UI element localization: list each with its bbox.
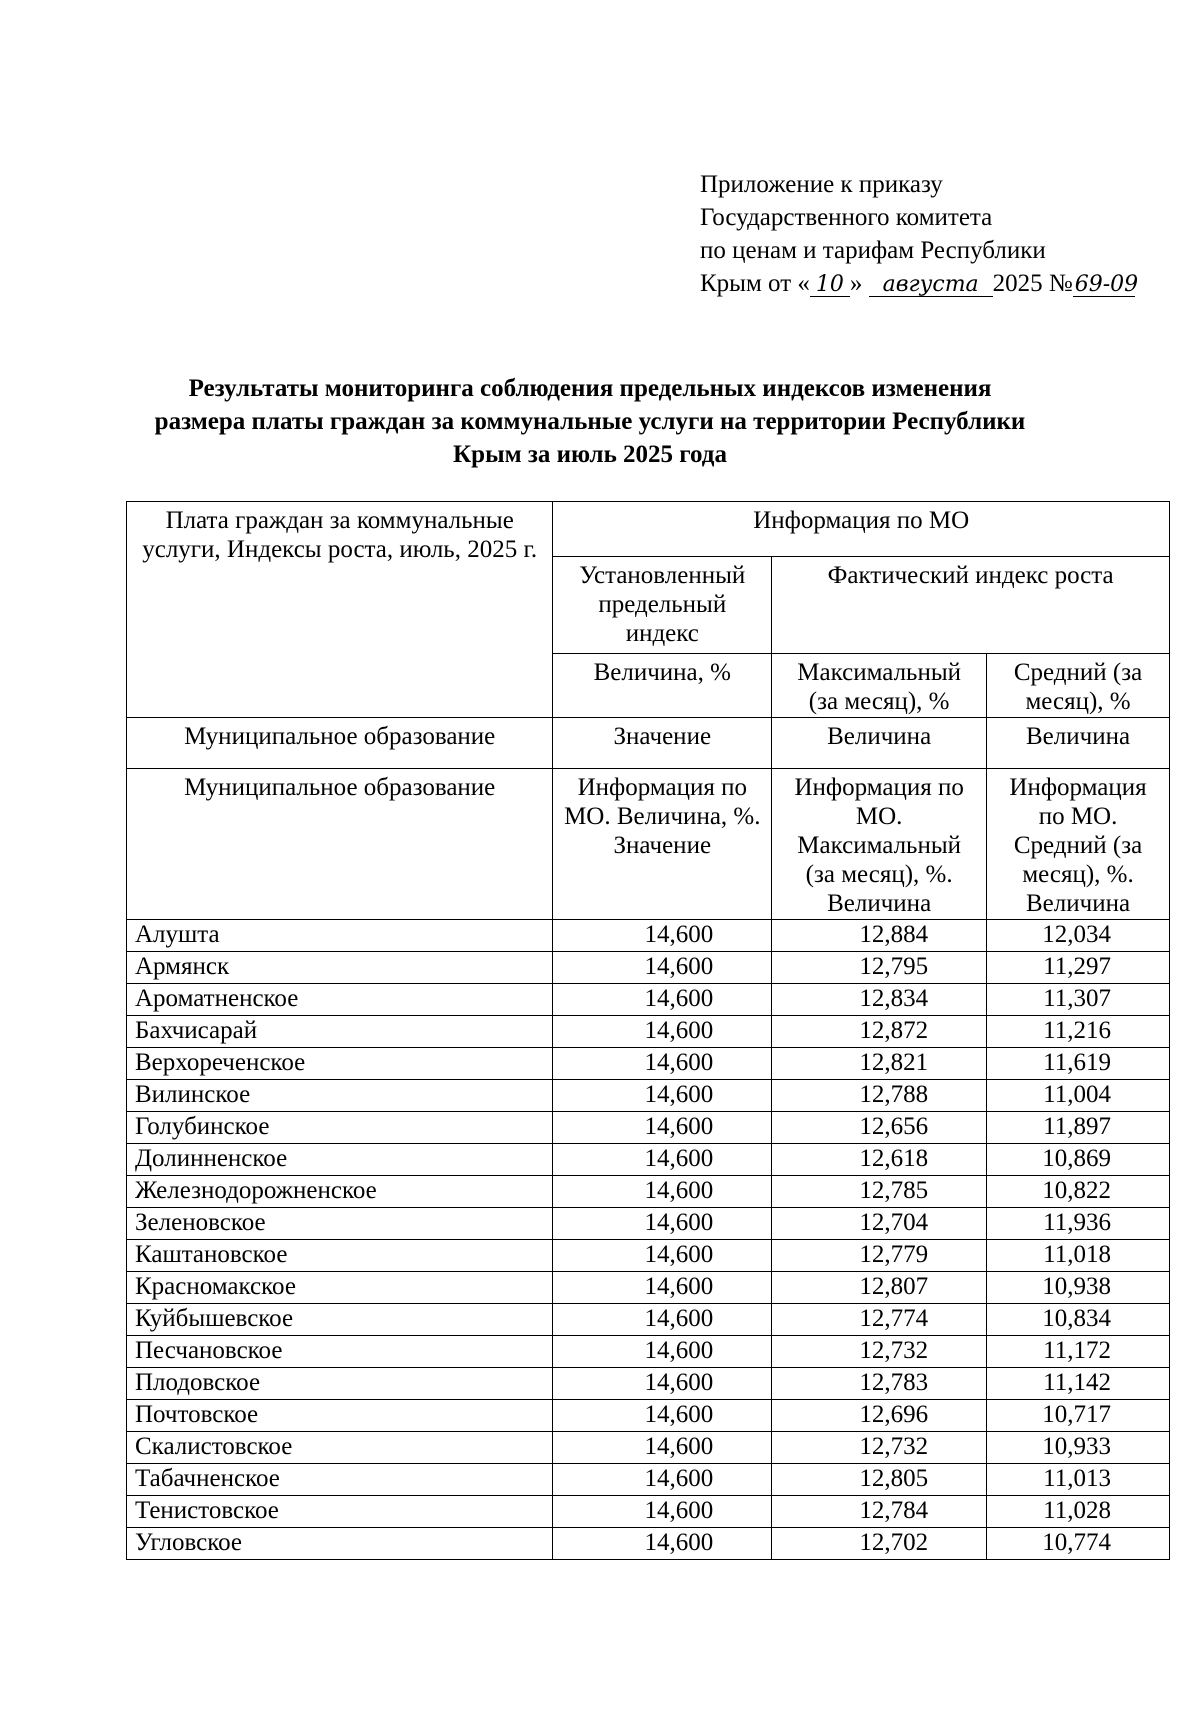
table-row (127, 952, 1170, 984)
max-cell: 12,795 (772, 952, 987, 984)
mo-name-cell: Бахчисарай (127, 1016, 553, 1048)
avg-cell: 12,034 (987, 920, 1170, 952)
limit-cell: 14,600 (553, 920, 772, 952)
limit-cell: 14,600 (553, 1144, 772, 1176)
mo-name-cell: Вилинское (127, 1080, 553, 1112)
title-line-3: Крым за июль 2025 года (453, 441, 727, 468)
mo-name-cell: Верхореченское (127, 1048, 553, 1080)
limit-cell: 14,600 (553, 1272, 772, 1304)
max-cell: 12,732 (772, 1336, 987, 1368)
max-cell: 12,788 (772, 1080, 987, 1112)
corner-header: Плата граждан за коммунальные услуги, Индексы роста, июль, 2025 г. (127, 502, 553, 718)
avg-cell: 11,018 (987, 1240, 1170, 1272)
max-cell: 12,783 (772, 1368, 987, 1400)
table-row (127, 1336, 1170, 1368)
mo-name-cell: Голубинское (127, 1112, 553, 1144)
limit-cell: 14,600 (553, 1528, 772, 1560)
table-row (127, 1112, 1170, 1144)
max-cell: 12,656 (772, 1112, 987, 1144)
avg-cell: 11,172 (987, 1336, 1170, 1368)
table-row (127, 1176, 1170, 1208)
quote-close: » (849, 270, 863, 297)
limit-cell: 14,600 (553, 1304, 772, 1336)
mo-name-cell: Скалистовское (127, 1432, 553, 1464)
limit-cell: 14,600 (553, 1016, 772, 1048)
mo-name-cell: Долинненское (127, 1144, 553, 1176)
limit-cell: 14,600 (553, 1496, 772, 1528)
velichina-header-1: Величина (772, 718, 987, 769)
mo-name-cell: Железнодорожненское (127, 1176, 553, 1208)
limit-cell: 14,600 (553, 1336, 772, 1368)
avg-cell: 11,619 (987, 1048, 1170, 1080)
table-row (127, 1528, 1170, 1560)
title-line-1: Результаты мониторинга соблюдения предельных индексов изменения (188, 375, 992, 402)
monitoring-table (126, 501, 1170, 1560)
mo-name-cell: Куйбышевское (127, 1304, 553, 1336)
table-body (127, 920, 1170, 1560)
table-row (127, 1432, 1170, 1464)
mo-name-cell: Каштановское (127, 1240, 553, 1272)
limit-cell: 14,600 (553, 952, 772, 984)
max-cell: 12,805 (772, 1464, 987, 1496)
avg-cell: 11,028 (987, 1496, 1170, 1528)
info-mo-header: Информация по МО (553, 502, 1170, 557)
avg-cell: 10,933 (987, 1432, 1170, 1464)
table-row (127, 1080, 1170, 1112)
limit-cell: 14,600 (553, 1368, 772, 1400)
table-row (127, 1208, 1170, 1240)
attachment-block (700, 168, 1139, 300)
limit-cell: 14,600 (553, 1176, 772, 1208)
max-cell: 12,702 (772, 1528, 987, 1560)
limit-cell: 14,600 (553, 1240, 772, 1272)
max-pct-header: Максимальный (за месяц), % (772, 654, 987, 718)
mo-name-cell: Зеленовское (127, 1208, 553, 1240)
mo-label-1: Муниципальное образование (127, 718, 553, 769)
mo-name-cell: Угловское (127, 1528, 553, 1560)
max-cell: 12,807 (772, 1272, 987, 1304)
avg-cell: 10,938 (987, 1272, 1170, 1304)
max-cell: 12,704 (772, 1208, 987, 1240)
limit-cell: 14,600 (553, 1432, 772, 1464)
attachment-prefix: Крым от « (700, 270, 810, 297)
max-cell: 12,696 (772, 1400, 987, 1432)
avg-cell: 11,297 (987, 952, 1170, 984)
max-cell: 12,774 (772, 1304, 987, 1336)
limit-cell: 14,600 (553, 984, 772, 1016)
velichina-header-2: Величина (987, 718, 1170, 769)
mo-name-cell: Тенистовское (127, 1496, 553, 1528)
mo-name-cell: Алушта (127, 920, 553, 952)
title-line-2: размера платы граждан за коммунальные услуги на территории Республики (154, 408, 1026, 435)
limit-cell: 14,600 (553, 1112, 772, 1144)
table-row (127, 920, 1170, 952)
avg-cell: 10,717 (987, 1400, 1170, 1432)
max-cell: 12,834 (772, 984, 987, 1016)
established-header: Установленный предельный индекс (553, 557, 772, 654)
table-row (127, 1368, 1170, 1400)
avg-cell: 11,004 (987, 1080, 1170, 1112)
avg-cell: 10,834 (987, 1304, 1170, 1336)
avg-cell: 11,216 (987, 1016, 1170, 1048)
attachment-line-2: Государственного комитета (700, 204, 993, 231)
table-row (127, 1272, 1170, 1304)
max-cell: 12,732 (772, 1432, 987, 1464)
avg-cell: 11,142 (987, 1368, 1170, 1400)
handwritten-number: 69-09 (1074, 272, 1139, 297)
avg-cell: 10,822 (987, 1176, 1170, 1208)
mo-name-cell: Плодовское (127, 1368, 553, 1400)
max-cell: 12,872 (772, 1016, 987, 1048)
table-row (127, 1048, 1170, 1080)
avg-cell: 11,013 (987, 1464, 1170, 1496)
limit-cell: 14,600 (553, 1080, 772, 1112)
avg-cell: 10,774 (987, 1528, 1170, 1560)
table-row (127, 1464, 1170, 1496)
mo-name-cell: Почтовское (127, 1400, 553, 1432)
max-cell: 12,618 (772, 1144, 987, 1176)
actual-header: Фактический индекс роста (772, 557, 1170, 654)
limit-cell: 14,600 (553, 1400, 772, 1432)
limit-cell: 14,600 (553, 1048, 772, 1080)
document-title (120, 372, 1060, 471)
mo-name-cell: Табачненское (127, 1464, 553, 1496)
attachment-year: 2025 № (992, 270, 1073, 297)
table-row (127, 1144, 1170, 1176)
table-row (127, 1400, 1170, 1432)
avg-cell: 10,869 (987, 1144, 1170, 1176)
attachment-line-4 (700, 267, 1139, 300)
max-cell: 12,779 (772, 1240, 987, 1272)
table-row (127, 984, 1170, 1016)
avg-cell: 11,307 (987, 984, 1170, 1016)
table-row (127, 1240, 1170, 1272)
limit-cell: 14,600 (553, 1464, 772, 1496)
col-avg: Информация по МО. Средний (за месяц), %. Величина (987, 769, 1170, 920)
attachment-line-3: по ценам и тарифам Республики (700, 237, 1046, 264)
handwritten-month: августа (869, 274, 993, 297)
col-max: Информация по МО. Максимальный (за месяц), %. Величина (772, 769, 987, 920)
mo-label-2: Муниципальное образование (127, 769, 553, 920)
col-established: Информация по МО. Величина, %. Значение (553, 769, 772, 920)
mo-name-cell: Красномакское (127, 1272, 553, 1304)
mo-name-cell: Песчановское (127, 1336, 553, 1368)
avg-cell: 11,936 (987, 1208, 1170, 1240)
value-pct-header: Величина, % (553, 654, 772, 718)
handwritten-day: 10 (810, 274, 850, 297)
table-row (127, 1016, 1170, 1048)
mo-name-cell: Армянск (127, 952, 553, 984)
mo-name-cell: Ароматненское (127, 984, 553, 1016)
max-cell: 12,884 (772, 920, 987, 952)
limit-cell: 14,600 (553, 1208, 772, 1240)
table-row (127, 1496, 1170, 1528)
attachment-line-1: Приложение к приказу (700, 171, 943, 198)
avg-cell: 11,897 (987, 1112, 1170, 1144)
max-cell: 12,821 (772, 1048, 987, 1080)
avg-pct-header: Средний (за месяц), % (987, 654, 1170, 718)
max-cell: 12,784 (772, 1496, 987, 1528)
table-row (127, 1304, 1170, 1336)
znachenie-header: Значение (553, 718, 772, 769)
max-cell: 12,785 (772, 1176, 987, 1208)
